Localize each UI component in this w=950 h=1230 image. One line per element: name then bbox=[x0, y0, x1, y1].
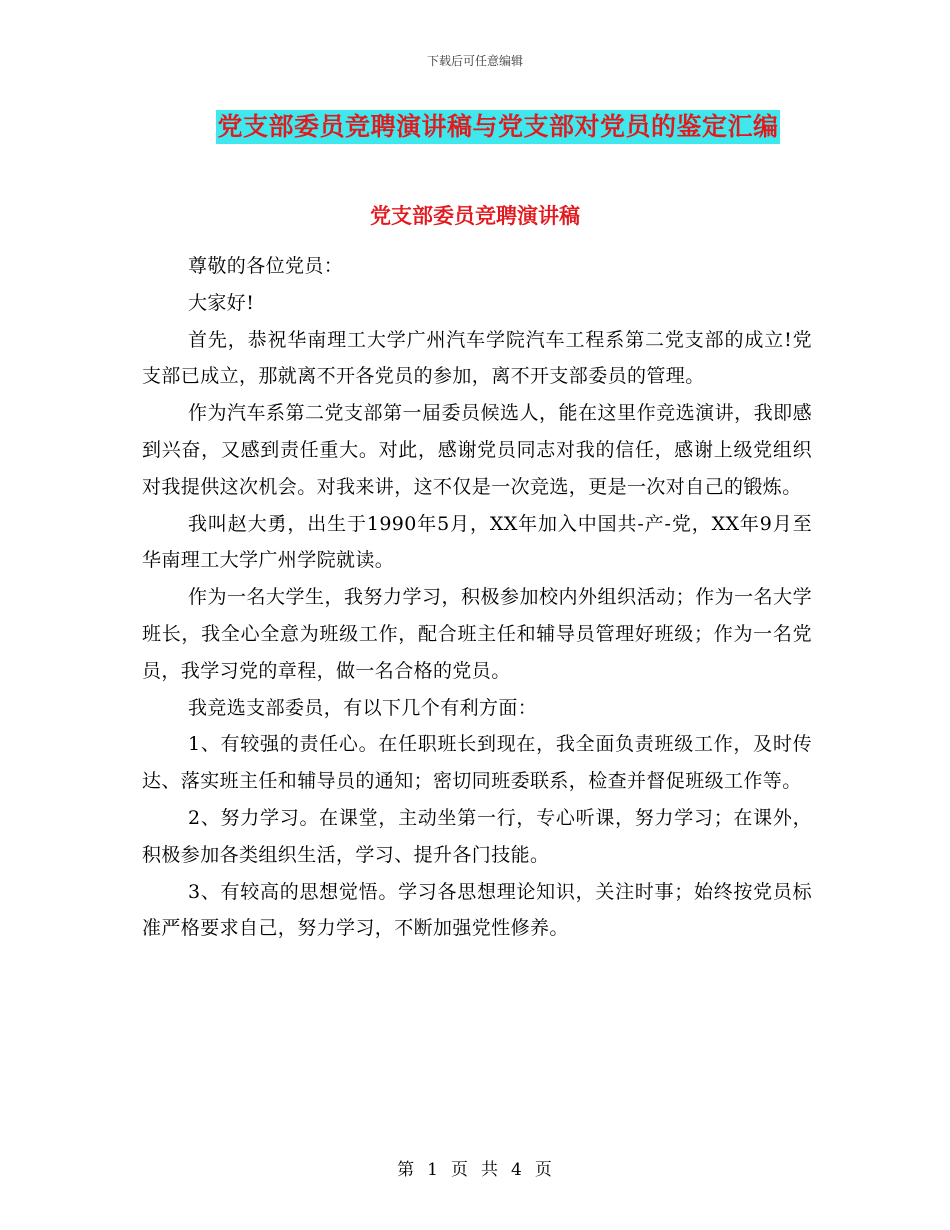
list-item-paragraph: 3、有较高的思想觉悟。学习各思想理论知识，关注时事；始终按党员标准严格要求自己，努力学习，不断加强党性修养。 bbox=[142, 880, 812, 940]
body-paragraph: 作为一名大学生，我努力学习，积极参加校内外组织活动；作为一名大学班长，我全心全意为班级工作，配合班主任和辅导员管理好班级；作为一名党员，我学习党的章程，做一名合格的党员。 bbox=[142, 586, 812, 682]
body-paragraph: 首先，恭祝华南理工大学广州汽车学院汽车工程系第二党支部的成立!党支部已成立，那就离不开各党员的参加，离不开支部委员的管理。 bbox=[142, 328, 812, 388]
footer-suffix: 页 bbox=[534, 1160, 553, 1180]
footer-total-pages: 4 bbox=[511, 1160, 523, 1180]
salutation-paragraph: 尊敬的各位党员： bbox=[188, 255, 344, 277]
body-paragraph: 我竞选支部委员，有以下几个有利方面： bbox=[188, 696, 538, 719]
document-title: 党支部委员竞聘演讲稿与党支部对党员的鉴定汇编 bbox=[216, 110, 779, 144]
list-item-paragraph: 2、努力学习。在课堂，主动坐第一行，专心听课，努力学习；在课外，积极参加各类组织生活，学习、提升各门技能。 bbox=[142, 806, 812, 866]
list-item-paragraph: 1、有较强的责任心。在任职班长到现在，我全面负责班级工作，及时传达、落实班主任和辅导员的通知；密切同班委联系，检查并督促班级工作等。 bbox=[142, 733, 812, 793]
body-paragraph: 我叫赵大勇，出生于1990年5月，XX年加入中国共-产-党，XX年9月至华南理工大学广州学院就读。 bbox=[142, 512, 812, 572]
document-title-container bbox=[0, 110, 950, 144]
section-title: 党支部委员竞聘演讲稿 bbox=[370, 203, 580, 228]
document-body bbox=[142, 248, 812, 947]
greeting-paragraph: 大家好! bbox=[188, 291, 255, 314]
footer-page-word: 页 bbox=[451, 1160, 469, 1180]
footer-page-number: 1 bbox=[427, 1160, 439, 1180]
footer-total-word: 共 bbox=[481, 1160, 499, 1180]
footer-prefix: 第 bbox=[397, 1160, 416, 1180]
body-paragraph: 作为汽车系第二党支部第一届委员候选人，能在这里作竞选演讲，我即感到兴奋，又感到责任重大。对此，感谢党员同志对我的信任，感谢上级党组织对我提供这次机会。对我来讲，这不仅是一次竞选，更是一次对自己的锻炼。 bbox=[142, 402, 812, 498]
page-footer bbox=[0, 1155, 950, 1180]
header-note: 下载后可任意编辑 bbox=[426, 54, 523, 68]
